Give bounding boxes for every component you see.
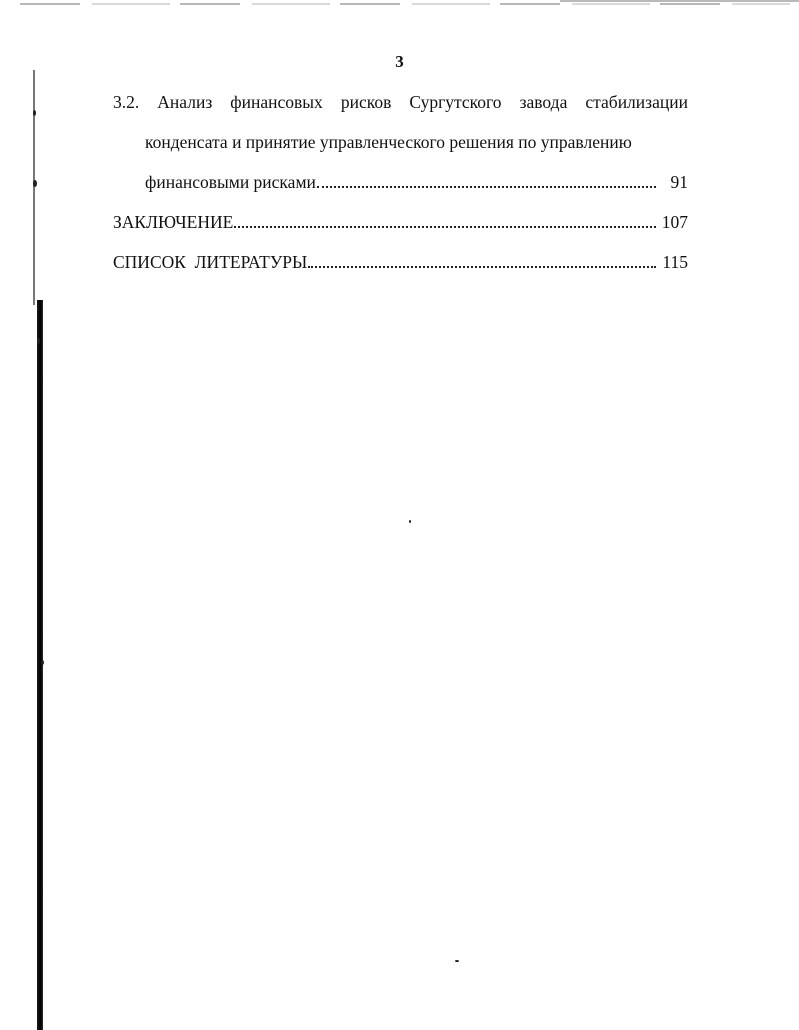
- toc-entry-text: конденсата и принятие управленческого решения по управлению: [145, 132, 632, 152]
- toc-entry-title: ЗАКЛЮЧЕНИЕ: [113, 212, 234, 232]
- toc-entry-3-2-line1: [113, 88, 688, 128]
- scan-speck: [409, 520, 411, 523]
- binding-shadow-upper: [33, 70, 35, 305]
- toc-word: Сургутского: [409, 92, 502, 112]
- toc-word: завода: [519, 92, 568, 112]
- toc-page-number: 115: [662, 252, 688, 272]
- toc-page-number: 91: [670, 172, 688, 192]
- table-of-contents: [113, 88, 688, 288]
- scan-speck: [455, 960, 459, 962]
- scan-speck: [37, 338, 40, 344]
- toc-word: Анализ: [157, 92, 213, 112]
- scan-speck: [33, 110, 36, 116]
- toc-entry-3-2-line3: [113, 168, 688, 208]
- scan-artifact-top: [20, 3, 790, 5]
- toc-word: стабилизации: [585, 92, 688, 112]
- toc-leader-dots: [308, 258, 656, 268]
- toc-entry-title: СПИСОК ЛИТЕРАТУРЫ: [113, 252, 308, 272]
- toc-entry-conclusion: [113, 208, 688, 248]
- toc-entry-number: 3.2.: [113, 92, 140, 112]
- scan-speck: [33, 180, 37, 187]
- toc-word: рисков: [340, 92, 392, 112]
- page-number: 3: [395, 52, 404, 71]
- toc-word: финансовых: [230, 92, 323, 112]
- binding-shadow: [37, 300, 43, 1030]
- toc-leader-dots: [317, 178, 656, 188]
- toc-entry-bibliography: [113, 248, 688, 288]
- toc-entry-text: финансовыми рисками: [145, 172, 316, 192]
- scan-speck: [41, 660, 44, 665]
- scan-artifact-top-right: [560, 0, 799, 2]
- toc-entry-3-2-line2: [113, 128, 688, 168]
- toc-leader-dots: [234, 218, 656, 228]
- toc-page-number: 107: [661, 212, 688, 232]
